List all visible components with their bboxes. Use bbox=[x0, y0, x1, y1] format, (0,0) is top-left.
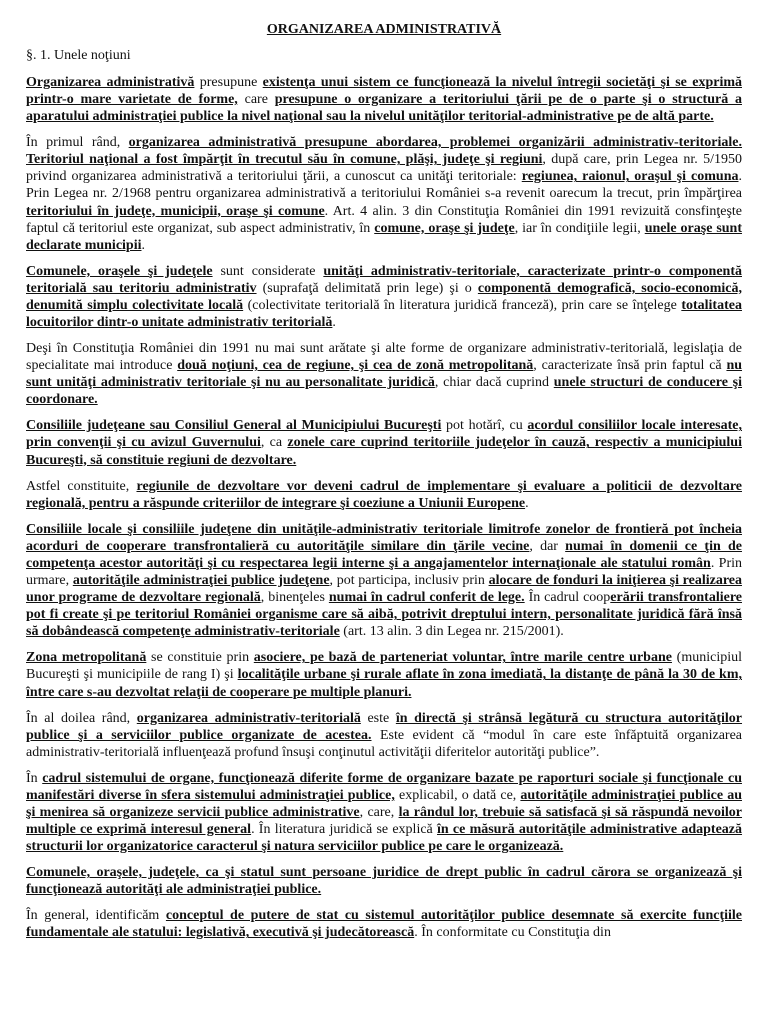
body-text: , dar bbox=[529, 538, 566, 554]
paragraph bbox=[26, 770, 742, 855]
paragraph bbox=[26, 521, 742, 641]
emphasized-text: localităţile urbane şi rurale aflate în zona imediată, la distanţe de până la 30 de km, între care s-au dezvoltat relaţii de cooperare pe multiple planuri. bbox=[26, 667, 742, 700]
paragraph bbox=[26, 478, 742, 512]
body-text: . Prin urmare, bbox=[26, 555, 742, 589]
body-text: În bbox=[26, 770, 43, 786]
body-text: , ca bbox=[260, 435, 288, 451]
body-text: presupune bbox=[194, 75, 263, 90]
body-text: , pot participa, inclusiv prin bbox=[329, 573, 489, 589]
body-text: este bbox=[360, 710, 396, 726]
body-text: pot hotărî, cu bbox=[441, 418, 528, 434]
emphasized-text: unele structuri de conducere şi coordonare. bbox=[26, 375, 743, 408]
body-text: . bbox=[332, 315, 336, 331]
body-text: Deşi în Constituţia României din 1991 nu mai sunt arătate şi alte forme de organizare administrativ-teritorială, legislaţia de specialitate mai introduce bbox=[26, 341, 742, 374]
body-text: În cadrul coop bbox=[524, 590, 611, 606]
emphasized-text: comune, oraşe şi judeţe bbox=[374, 220, 515, 236]
emphasized-text: Comunele, oraşele, judeţele, ca şi statul sunt persoane juridice de drept public în cadrul cărora se organizează şi funcţionează autorităţi ale administraţiei publice. bbox=[26, 865, 742, 898]
body-text: . Prin Legea nr. 2/1968 pentru organizarea administrativă a teritoriului României s-a revenit oarecum la trecut, prin împărţirea bbox=[26, 169, 742, 202]
body-text: , chiar dacă cuprind bbox=[434, 375, 554, 391]
emphasized-text: Consiliile judeţeane sau Consiliul General al Municipiului Bucureşti bbox=[26, 418, 442, 434]
emphasized-text: numai în domenii ce ţin de competenţa acestor autorităţi şi cu respectarea legii interne şi a angajamentelor internaţionale ale statului român bbox=[26, 538, 742, 571]
emphasized-text: regiunile de dezvoltare vor deveni cadrul de implementare şi evaluare a politicii de dezvoltare regională, pentru a răspunde criteriilor de integrare şi coeziune a Uniunii Europene bbox=[26, 478, 742, 511]
body-text: se constituie prin bbox=[146, 650, 254, 666]
body-text: (art. 13 alin. 3 din Legea nr. 215/2001). bbox=[339, 624, 564, 640]
emphasized-text: Comunele, oraşele şi judeţele bbox=[26, 263, 213, 279]
emphasized-text: două noţiuni, cea de regiune, şi cea de zonă metropolitană bbox=[177, 358, 534, 374]
body-text: În primul rând, bbox=[26, 135, 129, 151]
paragraph bbox=[26, 649, 742, 700]
emphasized-text: în ce măsură autorităţile administrative adaptează structurii lor organizatorice caracterul şi natura serviciilor publice pe care le organizează. bbox=[26, 822, 743, 855]
body-text: , după care, prin Legea nr. 5/1950 privind organizarea administrativă a teritoriului ţării, a cunoscut ca unităţi teritoriale: bbox=[26, 152, 742, 185]
emphasized-text: în directă şi strânsă legătură cu structura autorităţilor publice şi a serviciilor publice organizate de acestea. bbox=[26, 710, 743, 743]
paragraph bbox=[26, 134, 742, 254]
emphasized-text: existenţa unui sistem ce funcţionează la nivelul întregii societăţi şi se exprimă printr-o mare varietate de forme, bbox=[26, 75, 742, 108]
body-text: . În literatura juridică se explică bbox=[251, 822, 437, 838]
body-text: (municipiul Bucureşti şi municipiile de rang I) şi bbox=[26, 650, 742, 683]
paragraph bbox=[26, 864, 742, 898]
body-text: În general, identificăm bbox=[26, 908, 166, 924]
body-text: Este evident că “modul în care este înfăptuită organizarea administrativ-teritorială influenţează profund însuşi conţinutul activităţii diferitelor autorităţi publice”. bbox=[26, 727, 742, 760]
body-text: , caracterizate însă prin faptul că bbox=[533, 358, 727, 374]
emphasized-text: autorităţile administraţiei publice au şi menirea să organizeze servicii publice administrative bbox=[26, 787, 742, 820]
document-title: ORGANIZAREA ADMINISTRATIVĂ bbox=[266, 22, 502, 37]
body-text: , care, bbox=[359, 804, 399, 820]
paragraph bbox=[26, 74, 742, 125]
emphasized-text: acordul consiliilor locale interesate, prin convenţii şi cu avizul Guvernului bbox=[26, 418, 742, 451]
body-text: . Art. 4 alin. 3 din Constituţia României din 1991 revizuită consfinţeşte faptul că teritoriul este organizat, sub aspect administrativ, în bbox=[26, 203, 743, 236]
section-heading: §. 1. Unele noţiuni bbox=[26, 48, 131, 63]
body-text: , iar în condiţiile legii, bbox=[514, 220, 645, 236]
body-text: (suprafaţă delimitată prin lege) şi o bbox=[256, 280, 478, 296]
emphasized-text: autorităţile administraţiei publice judeţene bbox=[72, 573, 330, 589]
emphasized-text: conceptul de putere de stat cu sistemul autorităţilor publice desemnate să exercite funcţiile fundamentale ale statului: legislativă, executivă şi judecătorească bbox=[26, 908, 742, 941]
emphasized-text: Organizarea administrativă bbox=[26, 75, 195, 90]
emphasized-text: zonele care cuprind teritoriile judeţelor în cauză, respectiv a municipiului Bucureşti, să constituie regiuni de dezvoltare. bbox=[26, 435, 742, 468]
emphasized-text: alocare de fonduri la iniţierea şi realizarea unor programe de dezvoltare regională bbox=[26, 573, 742, 606]
emphasized-text: numai în cadrul conferit de lege. bbox=[328, 590, 525, 606]
body-text: . bbox=[525, 495, 529, 511]
paragraph bbox=[26, 907, 742, 941]
emphasized-text: unele oraşe sunt declarate municipii bbox=[26, 220, 743, 253]
body-text: În al doilea rând, bbox=[26, 710, 137, 726]
emphasized-text: unităţi administrativ-teritoriale, caracterizate printr-o componentă teritorială sau teritoriu administrativ bbox=[26, 263, 742, 296]
body-text: care bbox=[237, 92, 275, 108]
paragraph bbox=[26, 263, 742, 331]
emphasized-text: cadrul sistemului de organe, funcţionează diferite forme de organizare bazate pe raporturi sociale şi funcţionale cu manifestări diverse în sfera sistemului administraţiei publice, bbox=[26, 770, 742, 803]
paragraph bbox=[26, 710, 742, 761]
emphasized-text: presupune o organizare a teritoriului ţării pe de o parte şi o structură a aparatului administraţiei publice la nivel naţional sau la nivelul unităţilor teritorial-administrative pe de altă parte. bbox=[26, 92, 742, 125]
emphasized-text: totalitatea locuitorilor dintr-o unitate administrativ teritorială bbox=[26, 297, 742, 331]
emphasized-text: componentă demografică, socio-economică, denumită simplu colectivitate locală bbox=[26, 280, 742, 313]
emphasized-text: organizarea administrativ-teritorială bbox=[136, 710, 361, 726]
body-text: Astfel constituite, bbox=[26, 478, 137, 494]
body-text: (colectivitate teritorială în literatura juridică franceză), prin care se înţelege bbox=[243, 297, 682, 313]
body-text: . bbox=[141, 237, 145, 253]
body-text: . În conformitate cu Constituţia din bbox=[414, 925, 611, 941]
body-text: explicabil, o dată ce, bbox=[394, 787, 521, 803]
paragraph bbox=[26, 340, 742, 408]
emphasized-text: teritoriului în judeţe, municipii, oraşe şi comune bbox=[26, 203, 325, 219]
emphasized-text: Consiliile locale şi consiliile judeţene din unităţile-administrativ teritoriale limitrofe zonelor de frontieră pot încheia acorduri de cooperare transfrontalieră cu autorităţile similare din ţările vecine bbox=[26, 521, 742, 554]
emphasized-text: regiunea, raionul, oraşul şi comuna bbox=[521, 169, 739, 185]
emphasized-text: organizarea administrativă presupune abordarea, problemei organizării administrativ-teritoriale. Teritoriul naţional a fost împărţit în trecutul său în comune, plăşi, judeţe şi regiuni bbox=[26, 135, 743, 168]
body-text: sunt considerate bbox=[212, 263, 324, 279]
paragraph bbox=[26, 417, 742, 468]
emphasized-text: asociere, pe bază de parteneriat voluntar, între marile centre urbane bbox=[253, 650, 672, 666]
emphasized-text: erării transfrontaliere pot fi create şi pe teritoriul României organisme care să aibă, potrivit dreptului intern, personalitate juridică fără însă să dobândească competenţe administrativ-teritoriale bbox=[26, 590, 742, 640]
emphasized-text: la rândul lor, trebuie să satisfacă şi să răspundă nevoilor multiple ce exprimă interesul general bbox=[26, 804, 743, 838]
emphasized-text: Zona metropolitană bbox=[26, 650, 147, 666]
body-text: , binenţeles bbox=[260, 590, 329, 606]
document-body bbox=[26, 74, 742, 942]
emphasized-text: nu sunt unităţi administrativ teritoriale şi nu au personalitate juridică bbox=[26, 358, 743, 391]
